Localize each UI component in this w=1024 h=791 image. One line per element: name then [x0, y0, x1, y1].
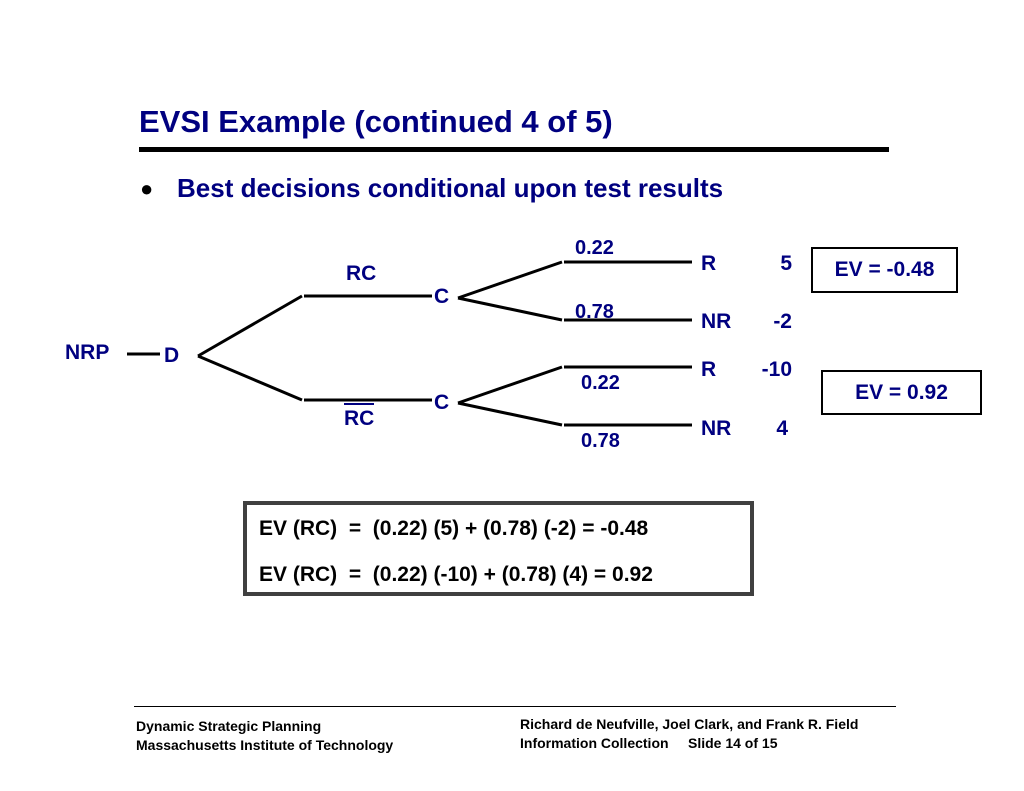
top-ev-box [811, 247, 958, 293]
bottom-chance-node-label: C [434, 391, 450, 414]
footer-institution: Massachusetts Institute of Technology [136, 737, 394, 753]
root-label: NRP [65, 341, 110, 364]
bottom-ev-box [821, 370, 982, 415]
top-nr-probability: 0.78 [575, 301, 614, 323]
top-nr-outcome-label: NR [701, 310, 732, 333]
bottom-nr-outcome-label: NR [701, 417, 732, 440]
bullet-text: Best decisions conditional upon test results [177, 173, 724, 203]
bottom-branch-label-wrap [344, 408, 374, 429]
bottom-r-probability: 0.22 [581, 372, 620, 394]
decision-to-top-branch [198, 296, 302, 356]
footer-rule [134, 706, 896, 707]
bottom-nr-payoff: 4 [776, 417, 788, 440]
decision-node-label: D [164, 344, 180, 367]
top-nr-payoff: -2 [773, 310, 792, 333]
bottom-chance-to-r [458, 367, 562, 403]
bottom-r-payoff: -10 [761, 358, 792, 381]
calculation-line-1: EV (RC) = (0.22) (5) + (0.78) (-2) = -0.48 [259, 517, 649, 540]
footer-slide-info: Information Collection Slide 14 of 15 [520, 735, 778, 751]
top-r-probability: 0.22 [575, 237, 614, 259]
calculation-box [243, 501, 754, 596]
decision-to-bottom-branch [198, 356, 302, 400]
calculation-line-2: EV (RC) = (0.22) (-10) + (0.78) (4) = 0.92 [259, 563, 653, 586]
top-r-outcome-label: R [701, 252, 717, 275]
top-r-payoff: 5 [780, 252, 792, 275]
top-branch-label: RC [346, 262, 377, 285]
bullet-dot-icon: ● [140, 176, 154, 201]
bottom-r-outcome-label: R [701, 358, 717, 381]
footer-left [136, 717, 393, 755]
bottom-nr-probability: 0.78 [581, 430, 620, 452]
slide-title: EVSI Example (continued 4 of 5) [139, 104, 613, 139]
top-chance-to-nr [458, 298, 562, 320]
footer-right [520, 715, 858, 753]
footer-authors: Richard de Neufville, Joel Clark, and Frank R. Field [520, 716, 859, 732]
top-chance-to-r [458, 262, 562, 298]
top-chance-node-label: C [434, 285, 450, 308]
top-ev-value: EV = -0.48 [834, 258, 935, 281]
footer-course-name: Dynamic Strategic Planning [136, 718, 322, 734]
bottom-ev-value: EV = 0.92 [855, 380, 948, 404]
bottom-branch-label: RC [344, 403, 374, 430]
bottom-chance-to-nr [458, 403, 562, 425]
